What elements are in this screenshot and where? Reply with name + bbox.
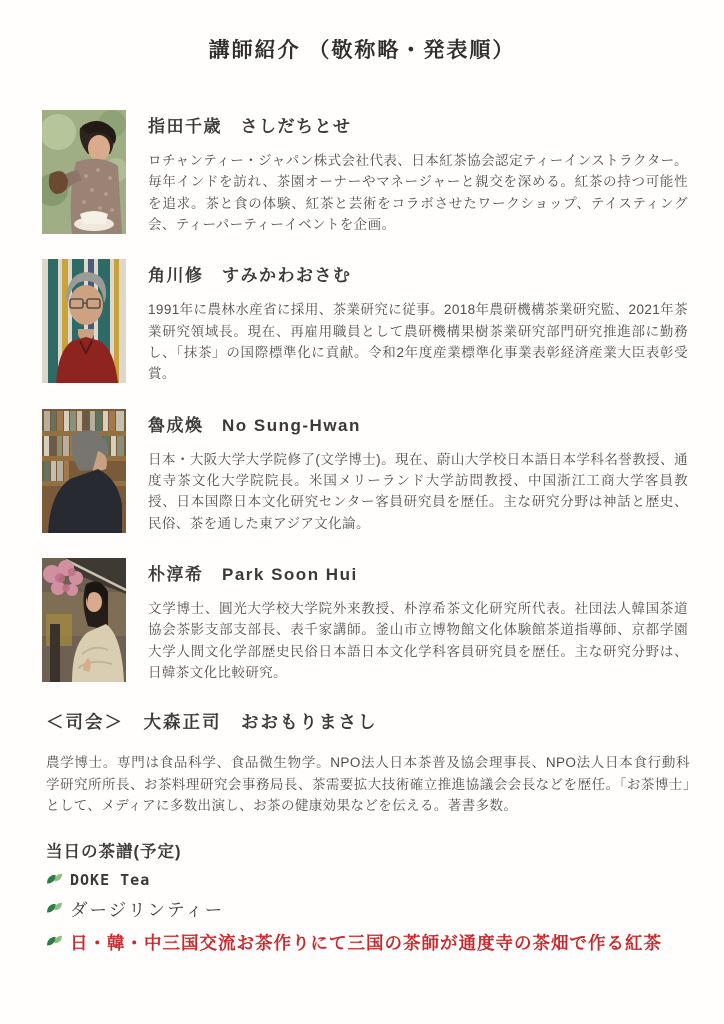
speaker-bio: ロチャンティー・ジャパン株式会社代表、日本紅茶協会認定ティーインストラクター。毎年インドを訪れ、茶園オーナーやマネージャーと親交を深める。紅茶の持つ可能性を追求。茶と食の体験、紅茶と芸術をコラボさせたワークショップ、テイスティング会、ティーパーティーイベントを企画。 xyxy=(148,153,688,232)
moderator-bio: 農学博士。専門は食品科学、食品微生物学。NPO法人日本茶普及協会理事長、NPO法人日本食行動科学研究所所長、お茶料理研究会事務局長、茶需要拡大技術確立推進協議会会長などを歴任。「お茶博士」として、メディアに多数出演し、お茶の健康効果などを伝える。著書多数。 xyxy=(46,755,690,813)
tea-leaf-icon xyxy=(46,902,63,917)
man-bookshelf-photo xyxy=(42,409,126,533)
woman-shawl-blossoms-photo xyxy=(42,558,126,682)
man-glasses-red-shirt-photo xyxy=(42,259,126,383)
tea-list-section xyxy=(46,838,690,955)
tea-item-label: ダージリンティー xyxy=(70,900,225,921)
tea-leaf-icon xyxy=(46,873,63,888)
tea-list-item xyxy=(46,897,690,922)
speaker-name: 角川修 すみかわおさむ xyxy=(148,266,352,286)
speaker-block-3 xyxy=(42,409,688,534)
speaker-block-1 xyxy=(42,110,688,235)
speaker-bio: 1991年に農林水産省に採用、茶業研究に従事。2018年農研機構茶業研究監、2021年茶業研究領域長。現在、再雇用職員として農研機構果樹茶業研究部門研究推進部に勤務し、「抹茶」の国際標準化に貢献。令和2年度産業標準化事業表彰経済産業大臣表彰受賞。 xyxy=(148,302,688,382)
speaker-name: 朴淳希 Park Soon Hui xyxy=(148,564,358,584)
speaker-block-4 xyxy=(42,558,688,683)
speaker-name: 指田千歳 さしだちとせ xyxy=(148,117,352,136)
speaker-bio: 日本・大阪大学大学院修了(文学博士)。現在、蔚山大学校日本語日本学科名誉教授、通度寺茶文化大学院院長。米国メリーランド大学訪問教授、中国浙江工商大学客員教授、日本国際日本文化研究センター客員研究員を歴任。主な研究分野は神話と歴史、民俗、茶を通した東アジア文化論。 xyxy=(148,451,688,531)
speaker-bio: 文学博士、圓光大学校大学院外来教授、朴淳希茶文化研究所代表。社団法人韓国茶道協会茶影支部支部長、表千家講師。釜山市立博物館文化体験館茶道指導師、京都学園大学人間文化学部歴史民俗日本語日本文化学科客員研究員を歴任。主な研究分野は、日韓茶文化比較研究。 xyxy=(148,600,688,680)
tea-list xyxy=(46,871,690,955)
tea-list-title: 当日の茶譜(予定) xyxy=(46,843,182,862)
tea-list-item xyxy=(46,871,690,889)
tea-item-label: 日・韓・中三国交流お茶作りにて三国の茶師が通度寺の茶畑で作る紅茶 xyxy=(70,933,662,954)
speaker-name: 魯成煥 No Sung-Hwan xyxy=(148,415,361,435)
tea-leaf-icon xyxy=(46,935,63,950)
tea-item-label: DOKE Tea xyxy=(70,871,151,890)
tea-list-item-highlighted xyxy=(46,930,690,955)
woman-pouring-tea-photo xyxy=(42,110,126,234)
moderator-section xyxy=(46,709,690,816)
speaker-list xyxy=(42,110,688,683)
speaker-block-2 xyxy=(42,259,688,384)
moderator-heading: ＜司会＞ 大森正司 おおもりまさし xyxy=(46,712,378,733)
page-title: 講師紹介 （敬称略・発表順） xyxy=(208,39,516,62)
